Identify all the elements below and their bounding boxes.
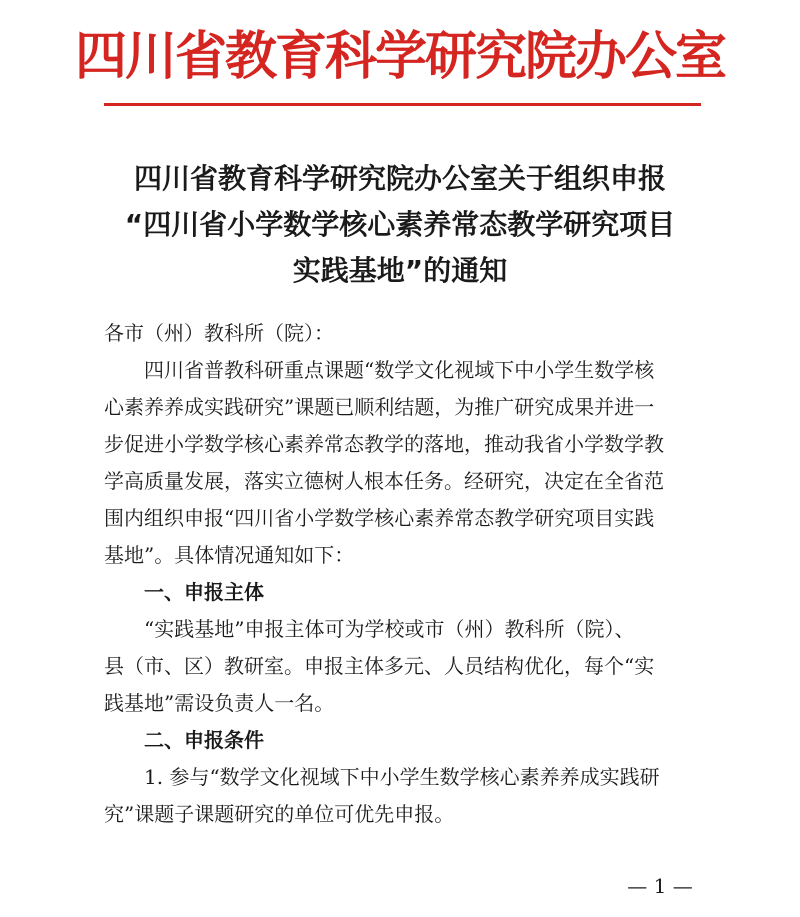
- section1-line: 县（市、区）教研室。申报主体多元、人员结构优化，每个“实: [104, 654, 655, 678]
- page-number: — 1 —: [627, 874, 693, 898]
- section1-line: “实践基地”申报主体可为学校或市（州）教科所（院）、: [144, 617, 635, 641]
- intro-line: 学高质量发展，落实立德树人根本任务。经研究，决定在全省范: [104, 469, 664, 493]
- intro-line: 步促进小学数学核心素养常态教学的落地，推动我省小学数学教: [104, 432, 664, 456]
- section1-line: 践基地”需设负责人一名。: [104, 691, 335, 715]
- letterhead-red-rule: [104, 103, 701, 106]
- intro-line: 围内组织申报“四川省小学数学核心素养常态教学研究项目实践: [104, 506, 655, 530]
- title-line: 四川省教育科学研究院办公室关于组织申报: [133, 162, 666, 195]
- section2-line: 1. 参与“数学文化视域下中小学生数学核心素养养成实践研: [144, 765, 660, 789]
- section-heading-subject: 一、申报主体: [144, 580, 264, 604]
- intro-line: 心素养养成实践研究”课题已顺利结题，为推广研究成果并进一: [104, 395, 655, 419]
- letterhead-org-name: 四川省教育科学研究院办公室: [74, 26, 725, 87]
- document-body: [104, 315, 704, 833]
- document-title: [0, 156, 800, 294]
- title-line: 实践基地”的通知: [292, 254, 508, 287]
- intro-line: 基地”。具体情况通知如下：: [104, 543, 355, 567]
- section-heading-conditions: 二、申报条件: [144, 728, 264, 752]
- section2-line: 究”课题子课题研究的单位可优先申报。: [104, 802, 455, 826]
- title-line: “四川省小学数学核心素养常态教学研究项目: [124, 208, 676, 241]
- intro-line: 四川省普教科研重点课题“数学文化视域下中小学生数学核: [144, 358, 655, 382]
- salutation: 各市（州）教科所（院）：: [104, 321, 334, 345]
